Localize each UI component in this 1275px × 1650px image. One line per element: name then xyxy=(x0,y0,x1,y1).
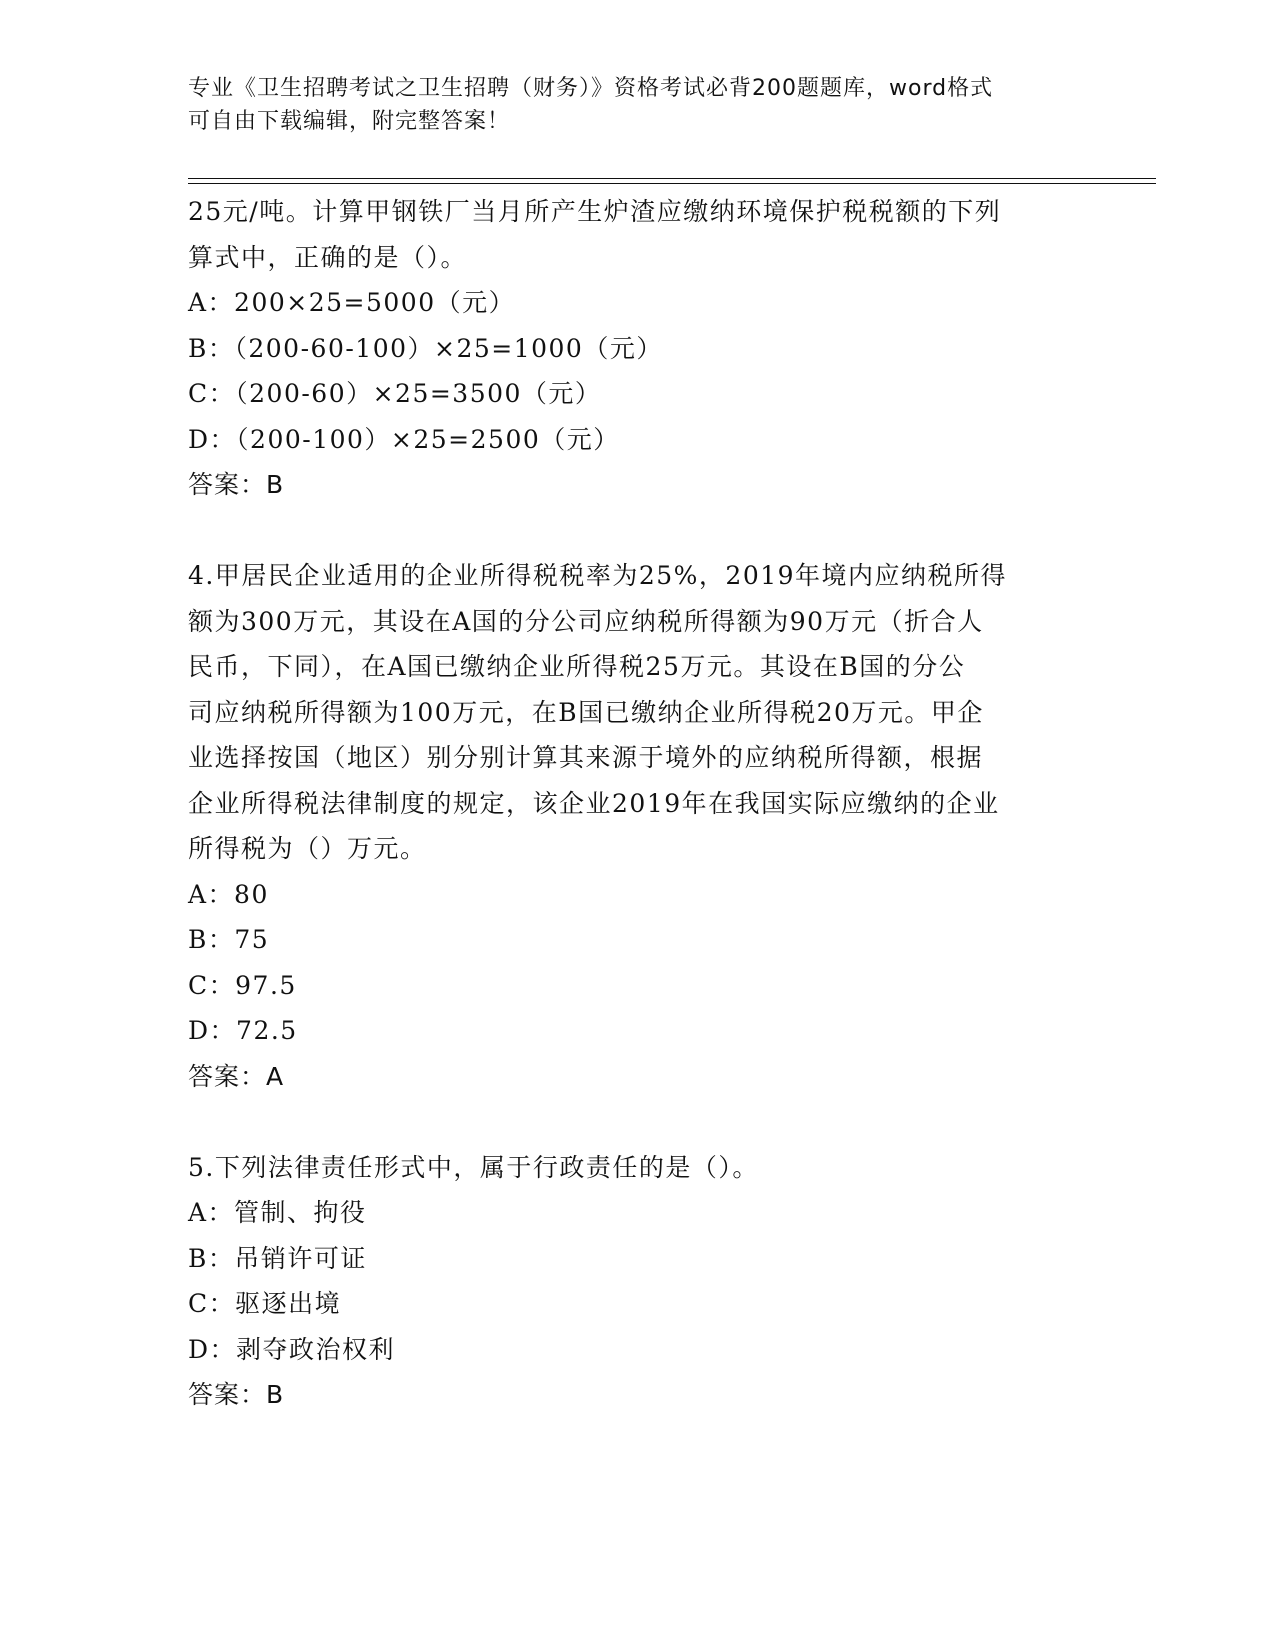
question-stem-line: 企业所得税法律制度的规定，该企业2019年在我国实际应缴纳的企业 xyxy=(188,788,1000,818)
answer-line: 答案：B xyxy=(188,1380,285,1409)
option-d: D：72.5 xyxy=(188,1016,298,1045)
answer-line: 答案：A xyxy=(188,1061,285,1091)
question-stem-line: 5.下列法律责任形式中，属于行政责任的是（）。 xyxy=(188,1152,759,1182)
question-stem-line: 所得税为（）万元。 xyxy=(188,834,427,863)
header-rule-top xyxy=(188,178,1156,179)
answer-line: 答案：B xyxy=(188,470,285,499)
option-c: C：驱逐出境 xyxy=(188,1289,342,1318)
question-content xyxy=(188,189,1088,1418)
header-line: 专业《卫生招聘考试之卫生招聘（财务）》资格考试必背200题题库，word格式 xyxy=(188,76,994,101)
question-stem-line: 算式中，正确的是（）。 xyxy=(188,242,468,272)
document-header xyxy=(188,72,1088,138)
spacer xyxy=(188,1099,1088,1145)
question-stem-line: 额为300万元，其设在A国的分公司应纳税所得额为90万元（折合人 xyxy=(188,606,984,636)
option-c: C：97.5 xyxy=(188,970,297,1000)
question-stem-line: 业选择按国（地区）别分别计算其来源于境外的应纳税所得额，根据 xyxy=(188,743,984,772)
question-stem-line: 4.甲居民企业适用的企业所得税税率为25%，2019年境内应纳税所得 xyxy=(188,561,1008,590)
option-a: A：管制、拘役 xyxy=(188,1198,367,1227)
question-5 xyxy=(188,1145,1088,1418)
option-c: C：（200-60）×25=3500（元） xyxy=(188,379,602,408)
question-3-continued xyxy=(188,189,1088,508)
option-d: D：（200-100）×25=2500（元） xyxy=(188,424,620,454)
option-d: D：剥夺政治权利 xyxy=(188,1334,396,1364)
option-a: A：200×25=5000（元） xyxy=(188,288,516,317)
question-stem-line: 25元/吨。计算甲钢铁厂当月所产生炉渣应缴纳环境保护税税额的下列 xyxy=(188,197,1002,226)
spacer xyxy=(188,508,1088,554)
header-rule-bottom xyxy=(188,183,1156,184)
question-stem-line: 司应纳税所得额为100万元，在B国已缴纳企业所得税20万元。甲企 xyxy=(188,697,984,727)
header-line: 可自由下载编辑，附完整答案！ xyxy=(188,109,511,134)
option-b: B：吊销许可证 xyxy=(188,1243,367,1273)
question-4 xyxy=(188,553,1088,1099)
option-b: B：（200-60-100）×25=1000（元） xyxy=(188,333,663,363)
option-a: A：80 xyxy=(188,879,269,909)
question-stem-line: 民币，下同），在A国已缴纳企业所得税25万元。其设在B国的分公 xyxy=(188,652,966,681)
option-b: B：75 xyxy=(188,925,270,954)
